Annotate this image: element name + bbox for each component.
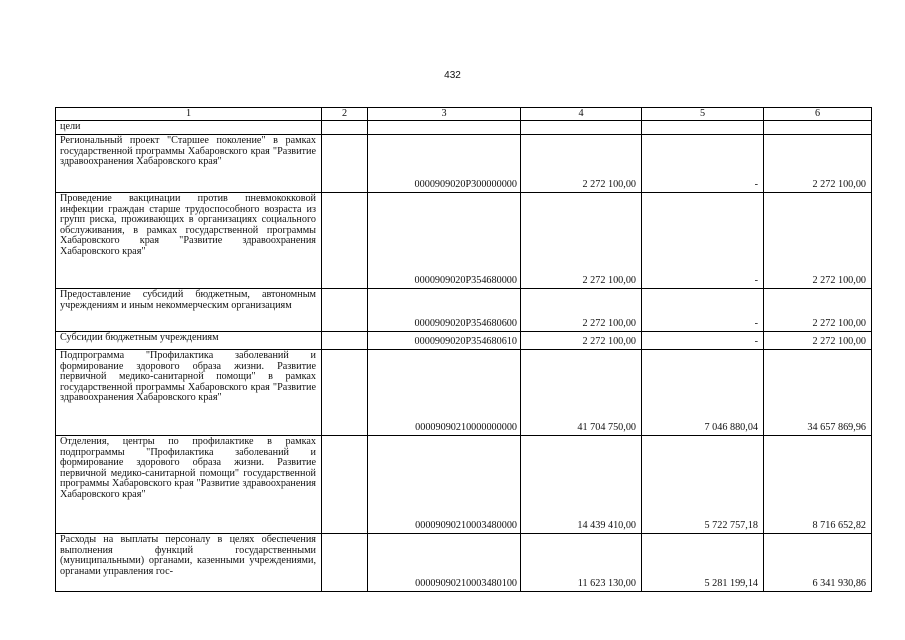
row-value-5: -	[642, 289, 764, 332]
row-value-5: 5 281 199,14	[642, 534, 764, 592]
row-value-4: 2 272 100,00	[521, 289, 642, 332]
header-col-1: 1	[56, 108, 322, 121]
row-code: 00009090210000000000	[368, 350, 521, 436]
row-col2	[322, 332, 368, 350]
row-value-6: 2 272 100,00	[764, 332, 872, 350]
row-value-4: 2 272 100,00	[521, 135, 642, 193]
row-value-5: 5 722 757,18	[642, 436, 764, 534]
row-code: 0000909020P354680610	[368, 332, 521, 350]
row-value-4	[521, 121, 642, 135]
row-description: Предоставление субсидий бюджетным, автономным учреждениям и иным некоммерческим организациям	[56, 289, 322, 332]
row-value-6	[764, 121, 872, 135]
row-description: Проведение вакцинации против пневмококковой инфекции граждан старше трудоспособного возраста из групп риска, проживающих в организациях социального обслуживания, в рамках государственной программы Хабаровского края "Развитие здравоохранения Хабаровского края"	[56, 193, 322, 289]
row-value-6: 2 272 100,00	[764, 135, 872, 193]
row-col2	[322, 121, 368, 135]
table-row	[56, 332, 872, 350]
row-code: 00009090210003480100	[368, 534, 521, 592]
row-value-6: 6 341 930,86	[764, 534, 872, 592]
row-value-6: 2 272 100,00	[764, 193, 872, 289]
header-row	[56, 108, 872, 121]
header-col-6: 6	[764, 108, 872, 121]
table-row	[56, 289, 872, 332]
header-col-4: 4	[521, 108, 642, 121]
row-value-5: 7 046 880,04	[642, 350, 764, 436]
header-col-5: 5	[642, 108, 764, 121]
row-value-4: 2 272 100,00	[521, 193, 642, 289]
table-row	[56, 436, 872, 534]
header-col-2: 2	[322, 108, 368, 121]
row-value-6: 34 657 869,96	[764, 350, 872, 436]
row-code: 0000909020P354680000	[368, 193, 521, 289]
row-value-5: -	[642, 332, 764, 350]
row-value-5: -	[642, 193, 764, 289]
row-value-5: -	[642, 135, 764, 193]
row-col2	[322, 289, 368, 332]
budget-table	[55, 107, 872, 592]
row-description: Отделения, центры по профилактике в рамках подпрограммы "Профилактика заболеваний и формирование здорового образа жизни. Развитие первичной медико-санитарной помощи" государственной программы Хабаровского края "Развитие здравоохранения Хабаровского края"	[56, 436, 322, 534]
table-row	[56, 350, 872, 436]
row-value-4: 2 272 100,00	[521, 332, 642, 350]
row-value-6: 2 272 100,00	[764, 289, 872, 332]
page-number: 432	[444, 70, 461, 81]
row-col2	[322, 135, 368, 193]
row-code	[368, 121, 521, 135]
header-col-3: 3	[368, 108, 521, 121]
row-value-4: 14 439 410,00	[521, 436, 642, 534]
row-value-4: 41 704 750,00	[521, 350, 642, 436]
row-col2	[322, 436, 368, 534]
row-code: 0000909020P300000000	[368, 135, 521, 193]
table-row	[56, 121, 872, 135]
row-code: 0000909020P354680600	[368, 289, 521, 332]
table-row	[56, 135, 872, 193]
row-value-6: 8 716 652,82	[764, 436, 872, 534]
row-code: 00009090210003480000	[368, 436, 521, 534]
row-description: цели	[56, 121, 322, 135]
row-description: Субсидии бюджетным учреждениям	[56, 332, 322, 350]
row-col2	[322, 350, 368, 436]
row-description: Подпрограмма "Профилактика заболеваний и формирование здорового образа жизни. Развитие первичной медико-санитарной помощи" в рамках государственной программы Хабаровского края "Развитие здравоохранения Хабаровского края"	[56, 350, 322, 436]
row-col2	[322, 193, 368, 289]
row-value-5	[642, 121, 764, 135]
row-col2	[322, 534, 368, 592]
row-value-4: 11 623 130,00	[521, 534, 642, 592]
row-description: Расходы на выплаты персоналу в целях обеспечения выполнения функций государственными (муниципальными) органами, казенными учреждениями, органами управления гос-	[56, 534, 322, 592]
row-description: Региональный проект "Старшее поколение" в рамках государственной программы Хабаровского края "Развитие здравоохранения Хабаровского края"	[56, 135, 322, 193]
table-row	[56, 193, 872, 289]
table-row	[56, 534, 872, 592]
